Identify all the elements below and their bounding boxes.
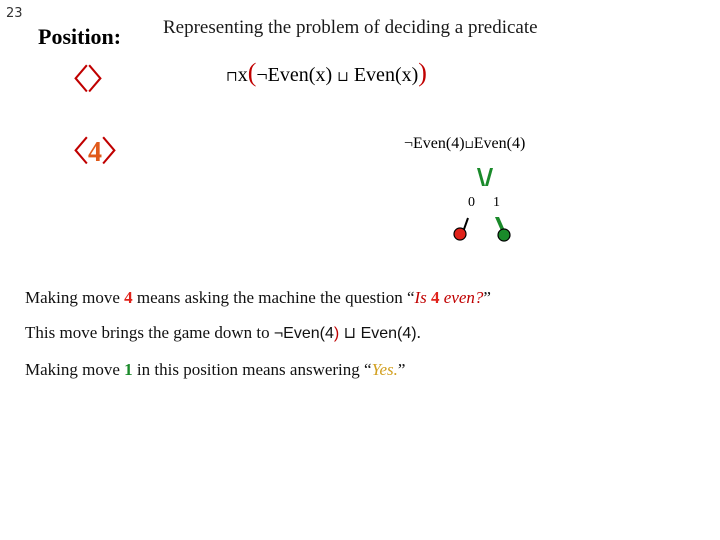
paragraph2-even: Even(4): [360, 325, 417, 342]
tree-right-label: 1: [493, 195, 500, 210]
formula-even: Even(x): [353, 64, 419, 86]
paragraph-move-1: [25, 360, 405, 380]
paragraph2-prefix: This move brings the game down to: [25, 323, 274, 342]
move-position-close: 〉: [102, 137, 131, 168]
paragraph1-prefix: Making move: [25, 288, 125, 307]
move-position: [60, 130, 130, 170]
paragraph2-choice: ⊔: [339, 325, 361, 342]
paragraph2-paren: ): [333, 325, 340, 342]
sub-formula-even: Even(4): [473, 135, 526, 152]
tree-top-right-edge: [485, 168, 493, 186]
paragraph2-formula: [274, 325, 417, 342]
tree-top-left-edge: [477, 168, 485, 186]
paragraph-move-4: [25, 288, 491, 308]
paragraph-game-down: [25, 323, 421, 343]
empty-position-close: 〉: [88, 65, 117, 96]
paragraph1-question-number: 4: [431, 288, 440, 307]
choice-universal-symbol: ⊓: [226, 70, 238, 85]
paragraph1-question-even: even?: [439, 288, 484, 307]
paragraph3-move: 1: [124, 360, 133, 379]
move-position-value: 4: [88, 137, 103, 168]
paragraph1-middle: means asking the machine the question “: [132, 288, 415, 307]
formula-variable: x: [237, 64, 248, 86]
paragraph3-suffix: ”: [397, 360, 406, 379]
header-title: Representing the problem of deciding a predicate: [163, 17, 538, 38]
paragraph2-neg: ¬Even(4: [273, 325, 334, 342]
position-label: Position:: [38, 24, 122, 49]
slide-number: 23: [6, 6, 23, 21]
game-tree-diagram: [440, 160, 530, 245]
sub-formula-neg-even: ¬Even(4): [404, 135, 465, 152]
game-formula: [226, 58, 427, 88]
formula-neg-even: ¬Even(x): [256, 64, 333, 86]
paragraph3-yes: Yes.: [371, 360, 398, 379]
tree-right-node: [498, 229, 510, 241]
paragraph3-prefix: Making move: [25, 360, 125, 379]
empty-position-open: 〈: [60, 65, 89, 96]
formula-open-paren: (: [247, 58, 257, 87]
tree-left-label: 0: [468, 195, 475, 210]
choice-disjunction-symbol: ⊔: [337, 70, 349, 85]
tree-left-node: [454, 228, 466, 240]
paragraph1-move: 4: [124, 288, 133, 307]
paragraph1-suffix: ”: [483, 288, 491, 307]
empty-position: [60, 58, 116, 98]
paragraph2-suffix: .: [416, 323, 421, 342]
formula-close-paren: ): [418, 58, 427, 87]
paragraph1-question-is: Is: [414, 288, 432, 307]
sub-formula-choice-symbol: ⊔: [464, 139, 474, 151]
move-position-open: 〈: [60, 137, 89, 168]
sub-formula: [404, 135, 525, 153]
paragraph3-middle: in this position means answering “: [132, 360, 372, 379]
